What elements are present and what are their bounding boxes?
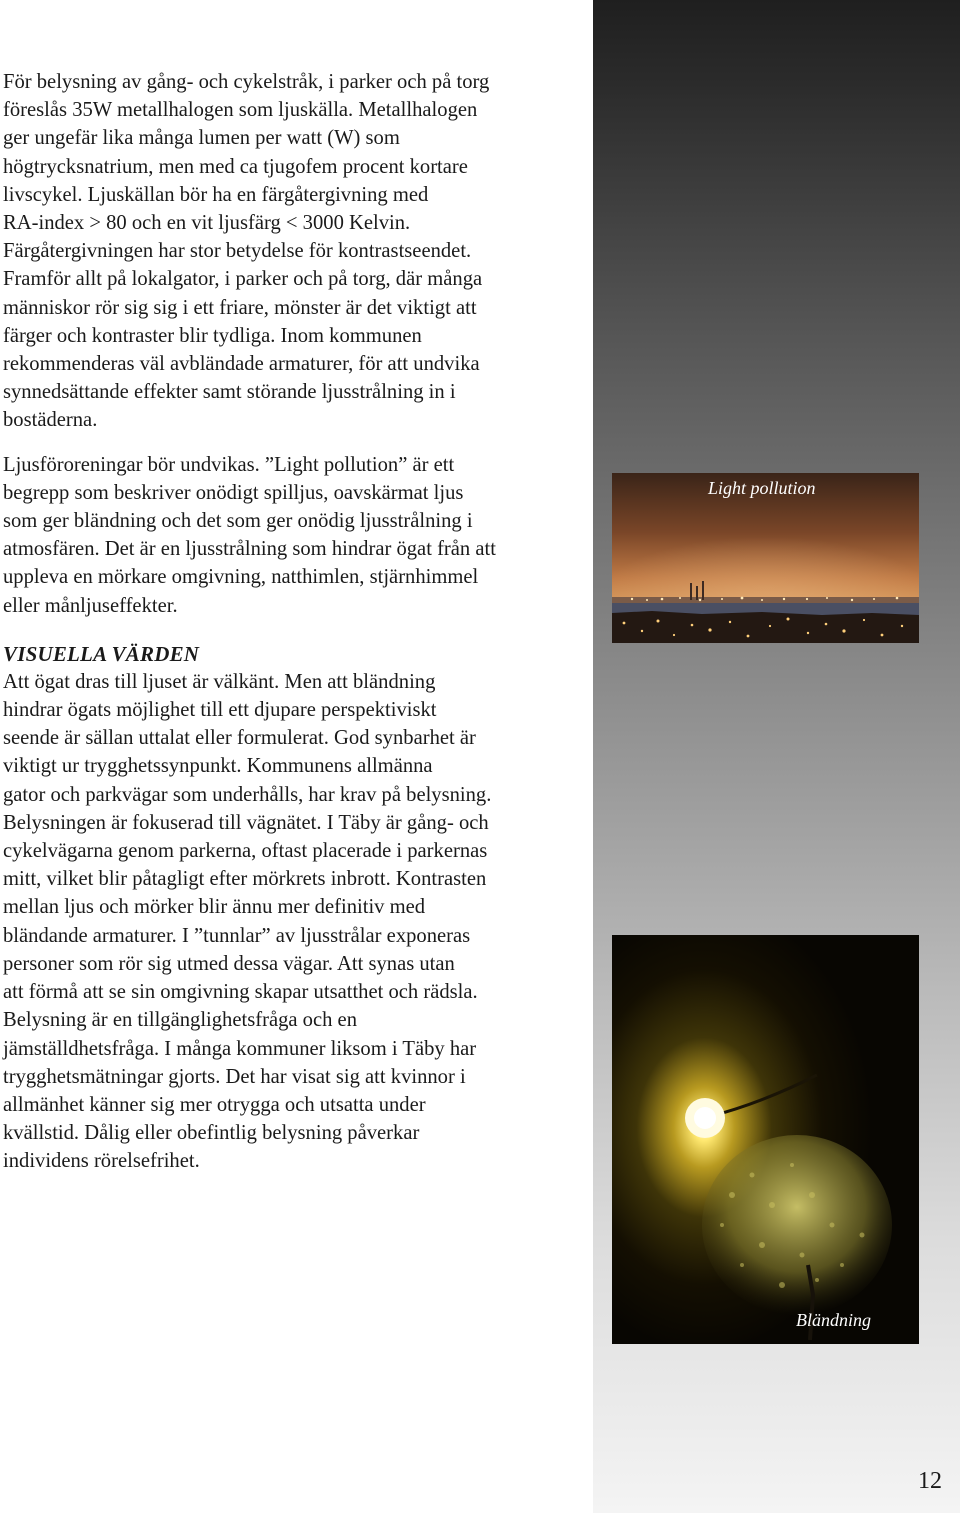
glare-photo [612,935,919,1344]
paragraph-metal-halide: För belysning av gång- och cykelstråk, i parker och på torg föreslås 35W metallhalogen som ljuskälla. Metallhalogen ger ungefär lika många lumen per watt (W) som högtrycksnatrium, men med ca tjugofem procent kortare livscykel. Ljuskällan bör ha en färgåtergivning med RA-index > 80 och en vit ljusfärg < 3000 Kelvin. Färgåtergivningen har stor betydelse för kontrastseendet. Framför allt på lokalgator, i parker och på torg, där många människor rör sig sig i ett friare, mönster är det viktigt att färger och kontraster blir tydliga. Inom kommunen rekommenderas väl avbländade armaturer, för att undvika synnedsättande effekter samt störande ljusstrålning in i bostäderna. [3,71,490,432]
glare-caption: Bländning [796,1310,871,1330]
main-text-column [3,68,578,1176]
paragraph-light-pollution: Ljusföroreningar bör undvikas. ”Light pollution” är ett begrepp som beskriver onödigt spilljus, oavskärmat ljus som ger bländning och det som ger onödig ljusstrålning i atmosfären. Det är en ljusstrålning som hindrar ögat från att uppleva en mörkare omgivning, natthimlen, stjärnhimmel eller månljuseffekter. [3,453,496,617]
glare-image [612,935,919,1344]
light-pollution-photo [612,473,919,643]
paragraph-visual-values: Att ögat dras till ljuset är välkänt. Men att bländning hindrar ögats möjlighet till ett djupare perspektiviskt seende är sällan uttalat eller formulerat. God synbarhet är viktigt ur trygghetssynpunkt. Kommunens allmänna gator och parkvägar som underhålls, har krav på belysning. Belysningen är fokuserad till vägnätet. I Täby är gång- och cykelvägarna genom parkerna, oftast placerade i parkernas mitt, vilket blir påtagligt efter mörkrets inbrott. Kontrasten mellan ljus och mörker blir ännu mer definitiv med bländande armaturer. I ”tunnlar” av ljusstrålar exponeras personer som rör sig utmed dessa vägar. Att synas utan att förmå att se sin omgivning skapar utsatthet och rädsla. Belysning är en tillgänglighetsfråga och en jämställdhetsfråga. I många kommuner liksom i Täby har trygghetsmätningar gjorts. Det har visat sig att kvinnor i allmänhet känner sig mer otrygga och utsatta under kvällstid. Dålig eller obefintlig belysning påverkar individens rörelsefrihet. [3,670,492,1173]
section-heading-visual-values: VISUELLA VÄRDEN [3,641,200,666]
light-pollution-image [612,473,919,643]
light-pollution-caption: Light pollution [708,478,816,498]
page-number: 12 [918,1468,942,1494]
